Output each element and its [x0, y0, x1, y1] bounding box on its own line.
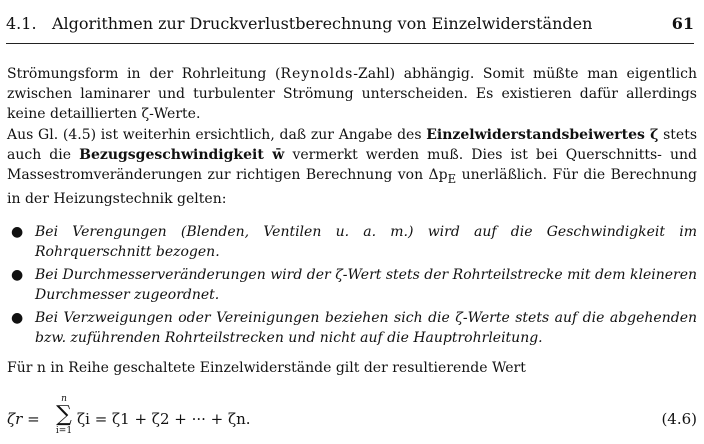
- bullet-icon: ●: [11, 267, 24, 283]
- equation-rhs: ζi = ζ1 + ζ2 + ··· + ζn.: [77, 410, 251, 428]
- list-item-text: Bei Verzweigungen oder Vereinigungen beziehen sich die ζ-Werte stets auf die abgehenden bzw. zuführenden Rohrteilstrecken und nicht auf die Hauptrohrleitung.: [35, 310, 697, 346]
- summation: [54, 394, 74, 436]
- paragraph-1: [7, 64, 697, 124]
- list-item: [7, 308, 697, 348]
- section-number: 4.1.: [6, 14, 37, 33]
- p2-text-b: stets auch die: [7, 127, 698, 163]
- sum-lower-limit: i=1: [55, 426, 73, 436]
- bullet-icon: ●: [11, 224, 24, 240]
- page-number: 61: [671, 14, 694, 33]
- term-widerstandsbeiwert: Einzelwiderstandsbeiwertes ζ: [426, 127, 659, 143]
- p2-text-d: unerläßlich. Für die Berechnung in der Heizungstechnik gelten:: [7, 167, 697, 207]
- rules-list: [7, 222, 697, 351]
- section-title: Algorithmen zur Druckverlustberechnung von Einzelwiderständen: [52, 14, 593, 33]
- p2-text-a: Aus Gl. (4.5) ist weiterhin ersichtlich, daß zur Angabe des: [7, 127, 427, 143]
- equation-number: (4.6): [661, 410, 697, 428]
- closing-paragraph: [7, 358, 697, 378]
- p2-subscript: E: [447, 171, 457, 186]
- closing-text: Für n in Reihe geschaltete Einzelwiderstände gilt der resultierende Wert: [7, 360, 526, 376]
- bullet-icon: ●: [11, 310, 24, 326]
- list-item: [7, 265, 697, 305]
- header-rule: [6, 43, 694, 44]
- p1-text-b: -Zahl) abhängig. Somit müßte man eigentlich zwischen laminarer und turbulenter Strömung unterscheiden. Es existieren dafür allerdings keine detaillierten ζ-Werte.: [7, 66, 697, 122]
- term-bezugsgeschwindigkeit: Bezugsgeschwindigkeit w̄: [79, 147, 285, 163]
- p2-text-c: vermerkt werden muß. Dies ist bei Querschnitts- und Massestromveränderungen zur richtigen Berechnung von Δp: [7, 147, 697, 183]
- p1-text-a: Strömungsform in der Rohrleitung (: [7, 66, 281, 82]
- list-item-text: Bei Durchmesserveränderungen wird der ζ-Wert stets der Rohrteilstrecke mit dem kleineren Durchmesser zugeordnet.: [35, 267, 697, 303]
- running-header: [6, 14, 694, 36]
- equation-4-6: [7, 394, 697, 442]
- reynolds-name: Reynolds: [280, 66, 354, 82]
- list-item: [7, 222, 697, 262]
- sum-upper-limit: n: [61, 394, 67, 404]
- sum-symbol: ∑: [56, 402, 72, 427]
- equation-lhs: ζr =: [7, 410, 40, 428]
- paragraph-2: [7, 125, 697, 209]
- list-item-text: Bei Verengungen (Blenden, Ventilen u. a. m.) wird auf die Geschwindigkeit im Rohrquerschnitt bezogen.: [35, 224, 697, 260]
